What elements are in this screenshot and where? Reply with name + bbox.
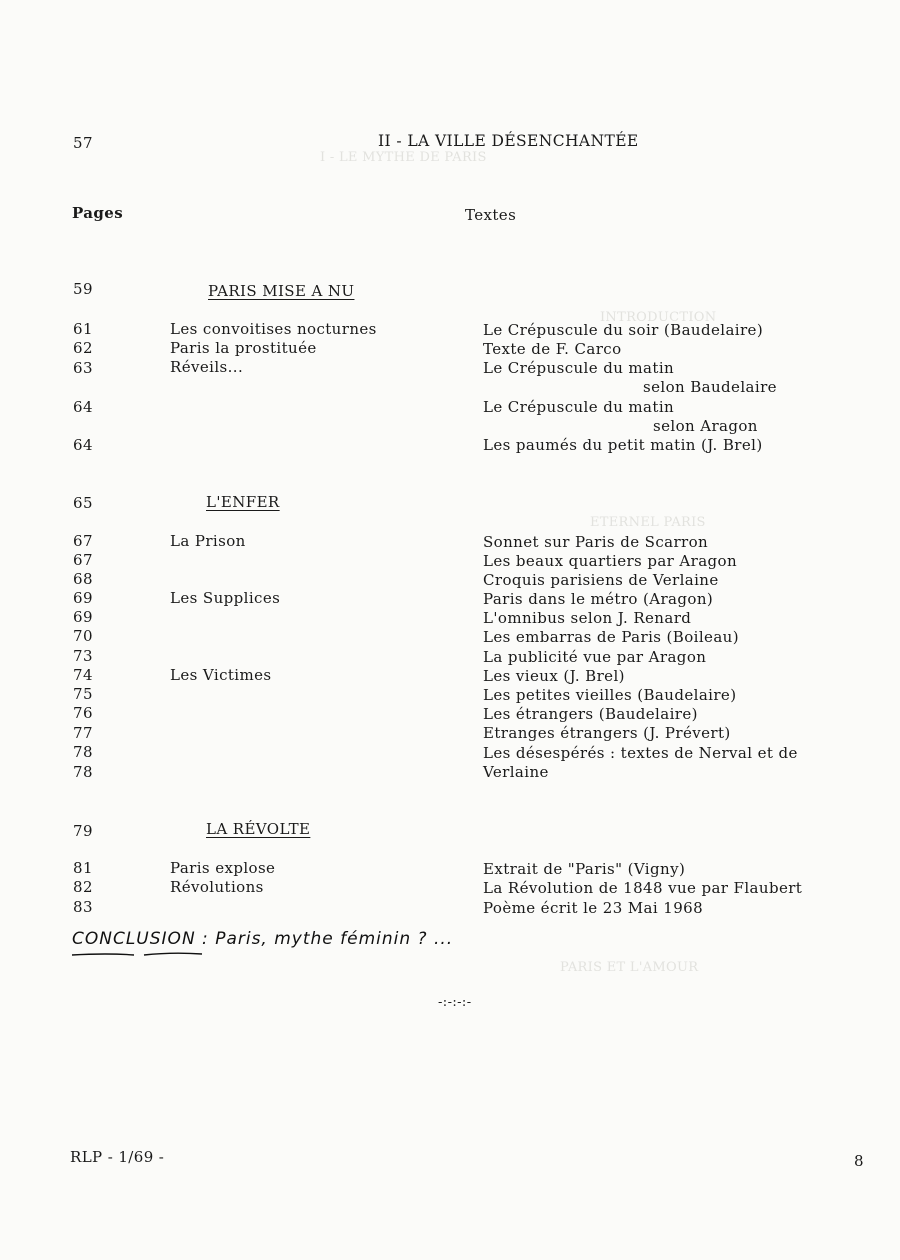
row-text: Les embarras de Paris (Boileau) bbox=[483, 628, 739, 646]
row-text: Paris dans le métro (Aragon) bbox=[483, 590, 714, 608]
row-text: Les beaux quartiers par Aragon bbox=[483, 552, 738, 570]
row-page-number: 77 bbox=[73, 724, 93, 742]
group-heading: LA RÉVOLTE bbox=[206, 820, 311, 838]
row-page-number: 75 bbox=[73, 685, 93, 703]
row-page-number: 64 bbox=[73, 398, 93, 416]
row-text-continuation: selon Aragon bbox=[653, 417, 758, 435]
group-heading: L'ENFER bbox=[206, 493, 280, 511]
row-page-number: 68 bbox=[73, 570, 93, 588]
row-text: La publicité vue par Aragon bbox=[483, 648, 707, 666]
row-page-number: 78 bbox=[73, 763, 93, 781]
bleed-through-text: I - LE MYTHE DE PARIS bbox=[320, 150, 487, 165]
row-text: Croquis parisiens de Verlaine bbox=[483, 571, 719, 589]
row-text: Les vieux (J. Brel) bbox=[483, 667, 625, 685]
section-title: II - LA VILLE DÉSENCHANTÉE bbox=[378, 132, 639, 150]
row-topic: Les convoitises nocturnes bbox=[170, 320, 377, 338]
row-page-number: 61 bbox=[73, 320, 93, 338]
column-header-pages: Pages bbox=[72, 204, 124, 222]
row-topic: Réveils... bbox=[170, 358, 244, 376]
handwritten-underline bbox=[72, 951, 212, 959]
row-page-number: 76 bbox=[73, 704, 93, 722]
row-text: Le Crépuscule du matin bbox=[483, 359, 675, 377]
row-text: L'omnibus selon J. Renard bbox=[483, 609, 692, 627]
row-text: Texte de F. Carco bbox=[483, 340, 622, 358]
row-text-continuation: selon Baudelaire bbox=[643, 378, 777, 396]
row-text: Les paumés du petit matin (J. Brel) bbox=[483, 436, 763, 454]
row-page-number: 69 bbox=[73, 608, 93, 626]
footer-reference: RLP - 1/69 - bbox=[70, 1148, 165, 1166]
bleed-through-text: ETERNEL PARIS bbox=[590, 515, 706, 530]
row-page-number: 67 bbox=[73, 551, 93, 569]
row-text: Le Crépuscule du matin bbox=[483, 398, 675, 416]
handwritten-note: CONCLUSION : Paris, mythe féminin ? ... bbox=[72, 929, 454, 949]
bleed-through-text: PARIS ET L'AMOUR bbox=[560, 960, 699, 975]
group-heading: PARIS MISE A NU bbox=[208, 282, 355, 300]
row-page-number: 81 bbox=[73, 859, 93, 877]
row-page-number: 63 bbox=[73, 359, 93, 377]
row-text: Poème écrit le 23 Mai 1968 bbox=[483, 899, 704, 917]
footer-page-number: 8 bbox=[854, 1152, 864, 1170]
row-text: La Révolution de 1848 vue par Flaubert bbox=[483, 879, 803, 897]
row-page-number: 74 bbox=[73, 666, 93, 684]
row-page-number: 73 bbox=[73, 647, 93, 665]
group-page-number: 65 bbox=[73, 494, 93, 512]
row-page-number: 82 bbox=[73, 878, 93, 896]
row-text: Les petites vieilles (Baudelaire) bbox=[483, 686, 737, 704]
row-text: Les étrangers (Baudelaire) bbox=[483, 705, 698, 723]
row-page-number: 78 bbox=[73, 743, 93, 761]
row-text: Le Crépuscule du soir (Baudelaire) bbox=[483, 321, 764, 339]
row-text: Les désespérés : textes de Nerval et de bbox=[483, 744, 798, 762]
row-page-number: 83 bbox=[73, 898, 93, 916]
column-header-textes: Textes bbox=[465, 206, 517, 224]
row-page-number: 64 bbox=[73, 436, 93, 454]
row-topic: Les Supplices bbox=[170, 589, 281, 607]
page-number-left: 57 bbox=[73, 134, 93, 152]
group-page-number: 59 bbox=[73, 280, 93, 298]
row-text: Extrait de "Paris" (Vigny) bbox=[483, 860, 686, 878]
row-topic: La Prison bbox=[170, 532, 246, 550]
row-text: Sonnet sur Paris de Scarron bbox=[483, 533, 709, 551]
row-topic: Paris explose bbox=[170, 859, 276, 877]
row-text: Verlaine bbox=[483, 763, 549, 781]
row-page-number: 67 bbox=[73, 532, 93, 550]
row-topic: Paris la prostituée bbox=[170, 339, 317, 357]
separator: -:-:-:- bbox=[438, 995, 472, 1010]
row-page-number: 70 bbox=[73, 627, 93, 645]
bleed-through-text: INTRODUCTION bbox=[600, 310, 717, 325]
row-page-number: 62 bbox=[73, 339, 93, 357]
group-page-number: 79 bbox=[73, 822, 93, 840]
row-topic: Les Victimes bbox=[170, 666, 272, 684]
row-text: Etranges étrangers (J. Prévert) bbox=[483, 724, 731, 742]
row-page-number: 69 bbox=[73, 589, 93, 607]
row-topic: Révolutions bbox=[170, 878, 264, 896]
